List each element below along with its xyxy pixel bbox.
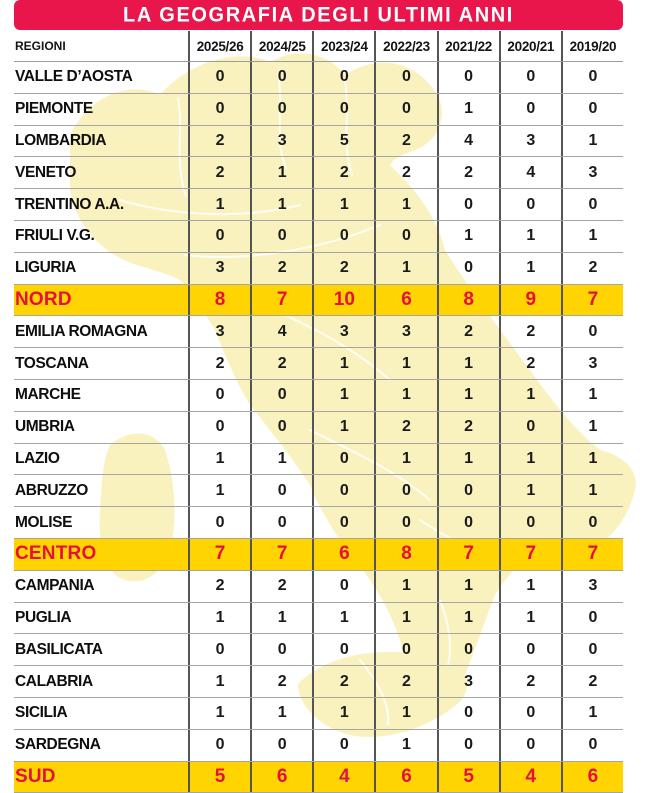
value-cell: 1 <box>499 380 561 411</box>
value-cell: 1 <box>561 444 623 475</box>
value-cell: 0 <box>499 412 561 443</box>
column-header-season: 2021/22 <box>437 31 499 61</box>
value-cell: 3 <box>437 666 499 697</box>
value-cell: 1 <box>499 444 561 475</box>
value-cell: 0 <box>250 412 312 443</box>
value-cell: 2 <box>188 126 250 157</box>
value-cell: 4 <box>499 157 561 188</box>
value-cell: 6 <box>561 762 623 793</box>
value-cell: 1 <box>312 698 374 729</box>
value-cell: 4 <box>437 126 499 157</box>
value-cell: 0 <box>188 380 250 411</box>
region-label: CAMPANIA <box>15 577 95 595</box>
value-cell: 0 <box>312 507 374 538</box>
value-cell: 7 <box>437 539 499 570</box>
value-cell: 1 <box>561 412 623 443</box>
value-cell: 0 <box>250 730 312 761</box>
region-row <box>14 221 623 253</box>
value-cell: 2 <box>250 253 312 284</box>
value-cell: 7 <box>561 539 623 570</box>
total-label: NORD <box>15 288 72 310</box>
region-row <box>14 571 623 603</box>
value-cell: 1 <box>437 221 499 252</box>
value-cell: 1 <box>188 603 250 634</box>
value-cell: 1 <box>374 189 436 220</box>
table-header-row <box>14 31 623 62</box>
column-header-season: 2020/21 <box>499 31 561 61</box>
value-cell: 2 <box>188 348 250 379</box>
value-cell: 3 <box>188 316 250 347</box>
region-row <box>14 666 623 698</box>
value-cell: 0 <box>374 94 436 125</box>
value-cell: 1 <box>561 126 623 157</box>
region-label: CALABRIA <box>15 672 93 690</box>
value-cell: 0 <box>561 94 623 125</box>
value-cell: 0 <box>188 62 250 93</box>
region-label: FRIULI V.G. <box>15 227 95 245</box>
region-label: SICILIA <box>15 704 68 722</box>
value-cell: 0 <box>561 730 623 761</box>
value-cell: 2 <box>250 348 312 379</box>
region-label: MOLISE <box>15 513 73 531</box>
value-cell: 0 <box>312 444 374 475</box>
region-label: VALLE D’AOSTA <box>15 68 133 86</box>
value-cell: 1 <box>374 253 436 284</box>
value-cell: 2 <box>561 666 623 697</box>
value-cell: 1 <box>250 603 312 634</box>
region-row <box>14 634 623 666</box>
value-cell: 8 <box>437 285 499 316</box>
value-cell: 1 <box>561 475 623 506</box>
value-cell: 0 <box>312 571 374 602</box>
value-cell: 3 <box>374 316 436 347</box>
value-cell: 10 <box>312 285 374 316</box>
value-cell: 0 <box>499 634 561 665</box>
value-cell: 1 <box>374 730 436 761</box>
value-cell: 2 <box>437 157 499 188</box>
value-cell: 1 <box>188 475 250 506</box>
value-cell: 1 <box>437 444 499 475</box>
value-cell: 0 <box>499 507 561 538</box>
total-row <box>14 762 623 793</box>
value-cell: 1 <box>437 571 499 602</box>
value-cell: 0 <box>250 475 312 506</box>
value-cell: 0 <box>561 316 623 347</box>
region-row <box>14 62 623 94</box>
value-cell: 1 <box>499 475 561 506</box>
region-label: BASILICATA <box>15 640 103 658</box>
region-row <box>14 603 623 635</box>
value-cell: 0 <box>250 507 312 538</box>
value-cell: 0 <box>561 634 623 665</box>
value-cell: 1 <box>499 221 561 252</box>
value-cell: 7 <box>561 285 623 316</box>
value-cell: 0 <box>312 475 374 506</box>
value-cell: 0 <box>437 475 499 506</box>
value-cell: 2 <box>374 126 436 157</box>
value-cell: 0 <box>437 507 499 538</box>
value-cell: 0 <box>374 221 436 252</box>
value-cell: 1 <box>312 412 374 443</box>
value-cell: 1 <box>312 189 374 220</box>
value-cell: 2 <box>561 253 623 284</box>
value-cell: 1 <box>437 603 499 634</box>
value-cell: 2 <box>499 316 561 347</box>
value-cell: 0 <box>437 730 499 761</box>
column-header-season: 2022/23 <box>374 31 436 61</box>
value-cell: 2 <box>312 157 374 188</box>
value-cell: 0 <box>188 412 250 443</box>
value-cell: 0 <box>188 221 250 252</box>
value-cell: 1 <box>312 348 374 379</box>
value-cell: 5 <box>312 126 374 157</box>
region-row <box>14 730 623 762</box>
value-cell: 1 <box>499 603 561 634</box>
column-header-season: 2025/26 <box>188 31 250 61</box>
total-label: CENTRO <box>15 543 97 565</box>
value-cell: 5 <box>188 762 250 793</box>
value-cell: 3 <box>312 316 374 347</box>
value-cell: 1 <box>561 698 623 729</box>
value-cell: 1 <box>250 698 312 729</box>
region-label: LIGURIA <box>15 259 76 277</box>
value-cell: 3 <box>561 571 623 602</box>
column-header-season: 2024/25 <box>250 31 312 61</box>
value-cell: 9 <box>499 285 561 316</box>
region-label: TOSCANA <box>15 354 89 372</box>
total-label: SUD <box>15 765 56 787</box>
value-cell: 1 <box>437 348 499 379</box>
value-cell: 0 <box>499 189 561 220</box>
value-cell: 0 <box>374 634 436 665</box>
value-cell: 6 <box>250 762 312 793</box>
region-label: UMBRIA <box>15 418 75 436</box>
region-label: VENETO <box>15 163 77 181</box>
value-cell: 6 <box>312 539 374 570</box>
value-cell: 0 <box>374 507 436 538</box>
value-cell: 2 <box>250 571 312 602</box>
region-row <box>14 94 623 126</box>
value-cell: 1 <box>250 444 312 475</box>
value-cell: 1 <box>561 221 623 252</box>
value-cell: 0 <box>437 634 499 665</box>
value-cell: 3 <box>250 126 312 157</box>
region-row <box>14 698 623 730</box>
value-cell: 0 <box>312 62 374 93</box>
value-cell: 1 <box>561 380 623 411</box>
value-cell: 2 <box>374 157 436 188</box>
column-header-season: 2019/20 <box>561 31 623 61</box>
value-cell: 8 <box>188 285 250 316</box>
value-cell: 0 <box>188 507 250 538</box>
total-row <box>14 539 623 571</box>
value-cell: 0 <box>561 189 623 220</box>
value-cell: 1 <box>374 348 436 379</box>
value-cell: 1 <box>312 380 374 411</box>
region-label: TRENTINO A.A. <box>15 195 124 213</box>
value-cell: 2 <box>499 666 561 697</box>
region-row <box>14 253 623 285</box>
value-cell: 0 <box>188 730 250 761</box>
value-cell: 1 <box>374 698 436 729</box>
value-cell: 0 <box>437 189 499 220</box>
value-cell: 0 <box>374 62 436 93</box>
value-cell: 7 <box>188 539 250 570</box>
value-cell: 1 <box>374 571 436 602</box>
value-cell: 4 <box>499 762 561 793</box>
value-cell: 1 <box>499 253 561 284</box>
value-cell: 0 <box>188 634 250 665</box>
region-row <box>14 475 623 507</box>
value-cell: 1 <box>499 571 561 602</box>
region-label: PUGLIA <box>15 608 72 626</box>
value-cell: 0 <box>250 221 312 252</box>
value-cell: 2 <box>312 666 374 697</box>
page-title: LA GEOGRAFIA DEGLI ULTIMI ANNI <box>123 2 514 27</box>
value-cell: 1 <box>374 603 436 634</box>
geography-table <box>14 31 623 793</box>
value-cell: 0 <box>499 698 561 729</box>
value-cell: 7 <box>250 285 312 316</box>
value-cell: 0 <box>374 475 436 506</box>
value-cell: 0 <box>250 94 312 125</box>
region-row <box>14 157 623 189</box>
value-cell: 0 <box>561 507 623 538</box>
value-cell: 7 <box>250 539 312 570</box>
table-body <box>14 62 623 793</box>
region-label: MARCHE <box>15 386 81 404</box>
value-cell: 4 <box>312 762 374 793</box>
value-cell: 1 <box>374 444 436 475</box>
region-row <box>14 444 623 476</box>
region-row <box>14 348 623 380</box>
value-cell: 3 <box>499 126 561 157</box>
value-cell: 0 <box>312 221 374 252</box>
value-cell: 1 <box>312 603 374 634</box>
value-cell: 0 <box>437 698 499 729</box>
value-cell: 1 <box>188 666 250 697</box>
region-label: PIEMONTE <box>15 100 93 118</box>
value-cell: 1 <box>188 189 250 220</box>
value-cell: 1 <box>188 444 250 475</box>
value-cell: 1 <box>374 380 436 411</box>
value-cell: 0 <box>499 730 561 761</box>
region-label: EMILIA ROMAGNA <box>15 322 148 340</box>
value-cell: 2 <box>188 157 250 188</box>
column-header-season: 2023/24 <box>312 31 374 61</box>
region-row <box>14 507 623 539</box>
region-row <box>14 412 623 444</box>
value-cell: 2 <box>374 666 436 697</box>
value-cell: 0 <box>499 94 561 125</box>
value-cell: 1 <box>437 380 499 411</box>
value-cell: 2 <box>499 348 561 379</box>
value-cell: 1 <box>437 94 499 125</box>
value-cell: 1 <box>250 157 312 188</box>
value-cell: 0 <box>188 94 250 125</box>
region-row <box>14 380 623 412</box>
value-cell: 1 <box>250 189 312 220</box>
region-label: LOMBARDIA <box>15 131 107 149</box>
value-cell: 2 <box>437 316 499 347</box>
value-cell: 0 <box>250 634 312 665</box>
value-cell: 0 <box>250 380 312 411</box>
value-cell: 0 <box>312 94 374 125</box>
value-cell: 2 <box>437 412 499 443</box>
value-cell: 5 <box>437 762 499 793</box>
value-cell: 2 <box>312 253 374 284</box>
value-cell: 6 <box>374 762 436 793</box>
value-cell: 0 <box>437 253 499 284</box>
value-cell: 3 <box>561 348 623 379</box>
title-banner <box>14 0 623 30</box>
value-cell: 3 <box>561 157 623 188</box>
region-label: ABRUZZO <box>15 481 88 499</box>
value-cell: 0 <box>499 62 561 93</box>
total-row <box>14 285 623 317</box>
column-header-regioni: REGIONI <box>15 39 66 53</box>
value-cell: 0 <box>312 634 374 665</box>
value-cell: 1 <box>188 698 250 729</box>
region-row <box>14 316 623 348</box>
value-cell: 3 <box>188 253 250 284</box>
value-cell: 0 <box>250 62 312 93</box>
value-cell: 0 <box>561 603 623 634</box>
value-cell: 6 <box>374 285 436 316</box>
value-cell: 2 <box>250 666 312 697</box>
region-label: SARDEGNA <box>15 736 101 754</box>
region-row <box>14 189 623 221</box>
value-cell: 0 <box>312 730 374 761</box>
region-row <box>14 126 623 158</box>
value-cell: 7 <box>499 539 561 570</box>
value-cell: 8 <box>374 539 436 570</box>
value-cell: 2 <box>188 571 250 602</box>
value-cell: 0 <box>437 62 499 93</box>
region-label: LAZIO <box>15 449 60 467</box>
value-cell: 2 <box>374 412 436 443</box>
value-cell: 4 <box>250 316 312 347</box>
value-cell: 0 <box>561 62 623 93</box>
